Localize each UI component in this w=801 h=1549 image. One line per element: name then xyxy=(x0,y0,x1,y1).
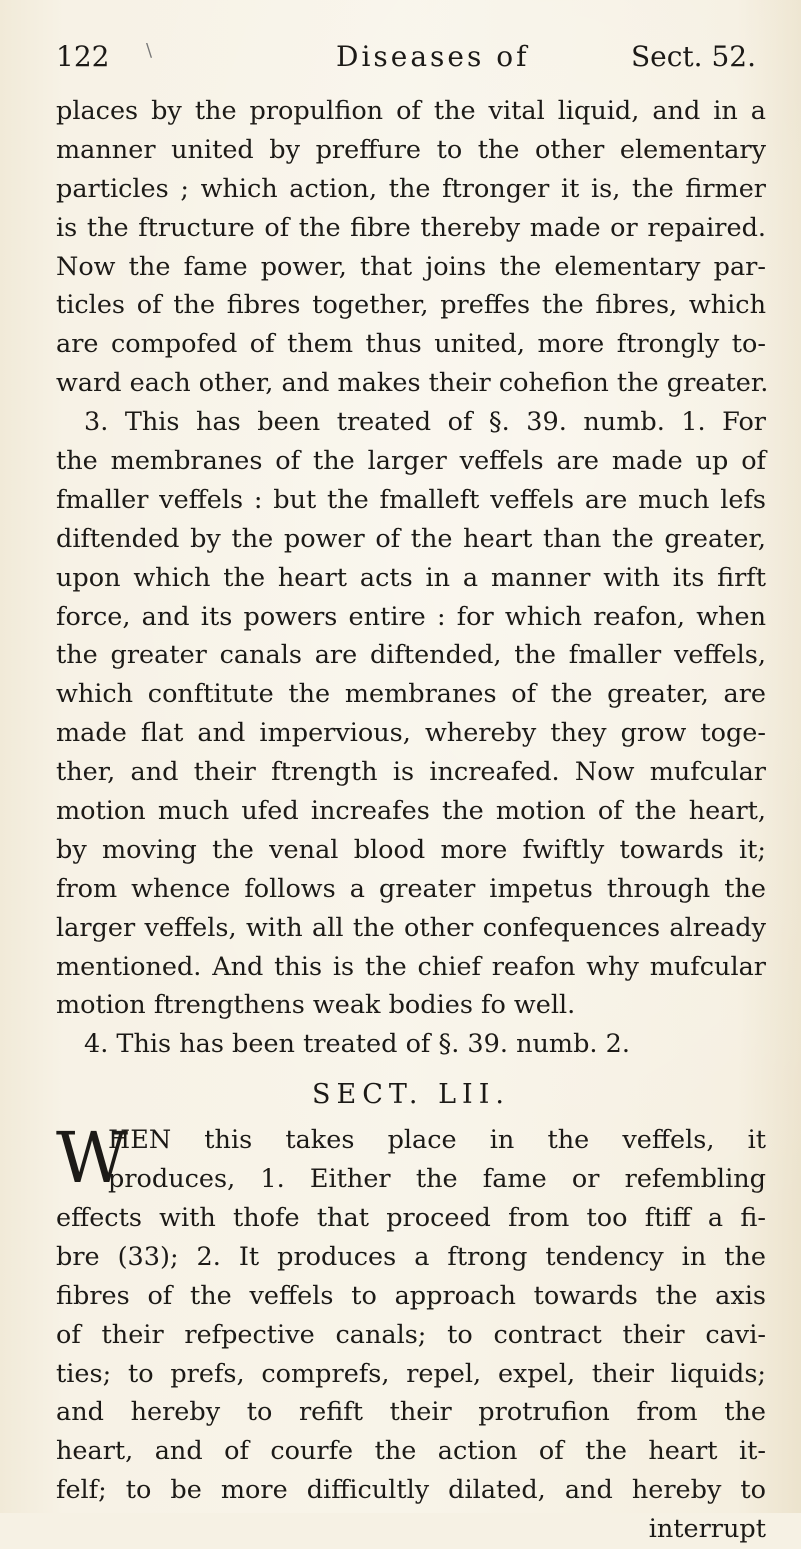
running-title: Diseases of xyxy=(336,40,530,73)
text-line: 3. This has been treated of §. 39. numb. 1. For xyxy=(84,407,766,438)
text-line: force, and its powers entire : for which reafon, when xyxy=(56,601,766,632)
text-line: by moving the venal blood more fwiftly towards it; xyxy=(56,834,766,865)
text-line: bre (33); 2. It produces a ftrong tendency in the xyxy=(56,1241,766,1272)
text-line: ward each other, and makes their cohefion the greater. xyxy=(56,368,769,399)
text-line: mentioned. And this is the chief reafon why mufcular xyxy=(56,951,766,982)
running-header xyxy=(56,40,756,80)
page-number: 122 xyxy=(56,40,110,73)
text-line: particles ; which action, the ftronger it is, the firmer xyxy=(56,173,766,204)
text-line: of their refpective canals; to contract their cavi- xyxy=(56,1319,766,1350)
header-mark: \ xyxy=(146,40,153,61)
text-line: ticles of the fibres together, preffes the fibres, which xyxy=(56,290,766,321)
text-line: ties; to prefs, comprefs, repel, expel, their liquids; xyxy=(56,1358,766,1389)
text-line: are compofed of them thus united, more ftrongly to- xyxy=(56,329,766,360)
body-text xyxy=(56,92,769,1549)
section-opening xyxy=(56,1117,766,1200)
text-line: 4. This has been treated of §. 39. numb. 2. xyxy=(84,1029,630,1060)
text-line: and hereby to refift their protrufion from the xyxy=(56,1397,766,1428)
text-line: heart, and of courfe the action of the heart it- xyxy=(56,1436,766,1467)
text-line: motion ftrengthens weak bodies fo well. xyxy=(56,990,576,1021)
text-line: the greater canals are diftended, the fmaller veffels, xyxy=(56,640,766,671)
text-line: motion much ufed increafes the motion of the heart, xyxy=(56,796,766,827)
text-line: from whence follows a greater impetus through the xyxy=(56,873,766,904)
text-line: diftended by the power of the heart than the greater, xyxy=(56,523,766,554)
text-line: produces, 1. Either the fame or refembling xyxy=(108,1164,766,1195)
text-line: HEN this takes place in the veffels, it xyxy=(108,1125,766,1156)
text-line: is the ftructure of the fibre thereby made or repaired. xyxy=(56,212,766,243)
text-line: upon which the heart acts in a manner with its firft xyxy=(56,562,766,593)
text-line: manner united by preffure to the other elementary xyxy=(56,134,766,165)
drop-cap: W xyxy=(56,1117,128,1200)
text-line: places by the propulfion of the vital liquid, and in a xyxy=(56,96,766,126)
text-line: felf; to be more difficultly dilated, and hereby to xyxy=(56,1475,766,1506)
text-line: fmaller veffels : but the fmalleft veffels are much lefs xyxy=(56,484,766,515)
text-line: fibres of the veffels to approach towards the axis xyxy=(56,1280,766,1311)
catchword: interrupt xyxy=(648,1514,766,1545)
text-line: ther, and their ftrength is increafed. Now mufcular xyxy=(56,757,766,788)
text-line: Now the fame power, that joins the elementary par- xyxy=(56,251,766,282)
text-line: effects with thofe that proceed from too ftiff a fi- xyxy=(56,1202,766,1233)
section-heading: SECT. LII. xyxy=(312,1079,510,1111)
text-line: the membranes of the larger veffels are made up of xyxy=(56,446,766,477)
text-line: made flat and impervious, whereby they grow toge- xyxy=(56,718,766,749)
text-line: larger veffels, with all the other confequences already xyxy=(56,912,766,943)
section-reference: Sect. 52. xyxy=(630,40,756,73)
text-line: which conftitute the membranes of the greater, are xyxy=(56,679,766,710)
